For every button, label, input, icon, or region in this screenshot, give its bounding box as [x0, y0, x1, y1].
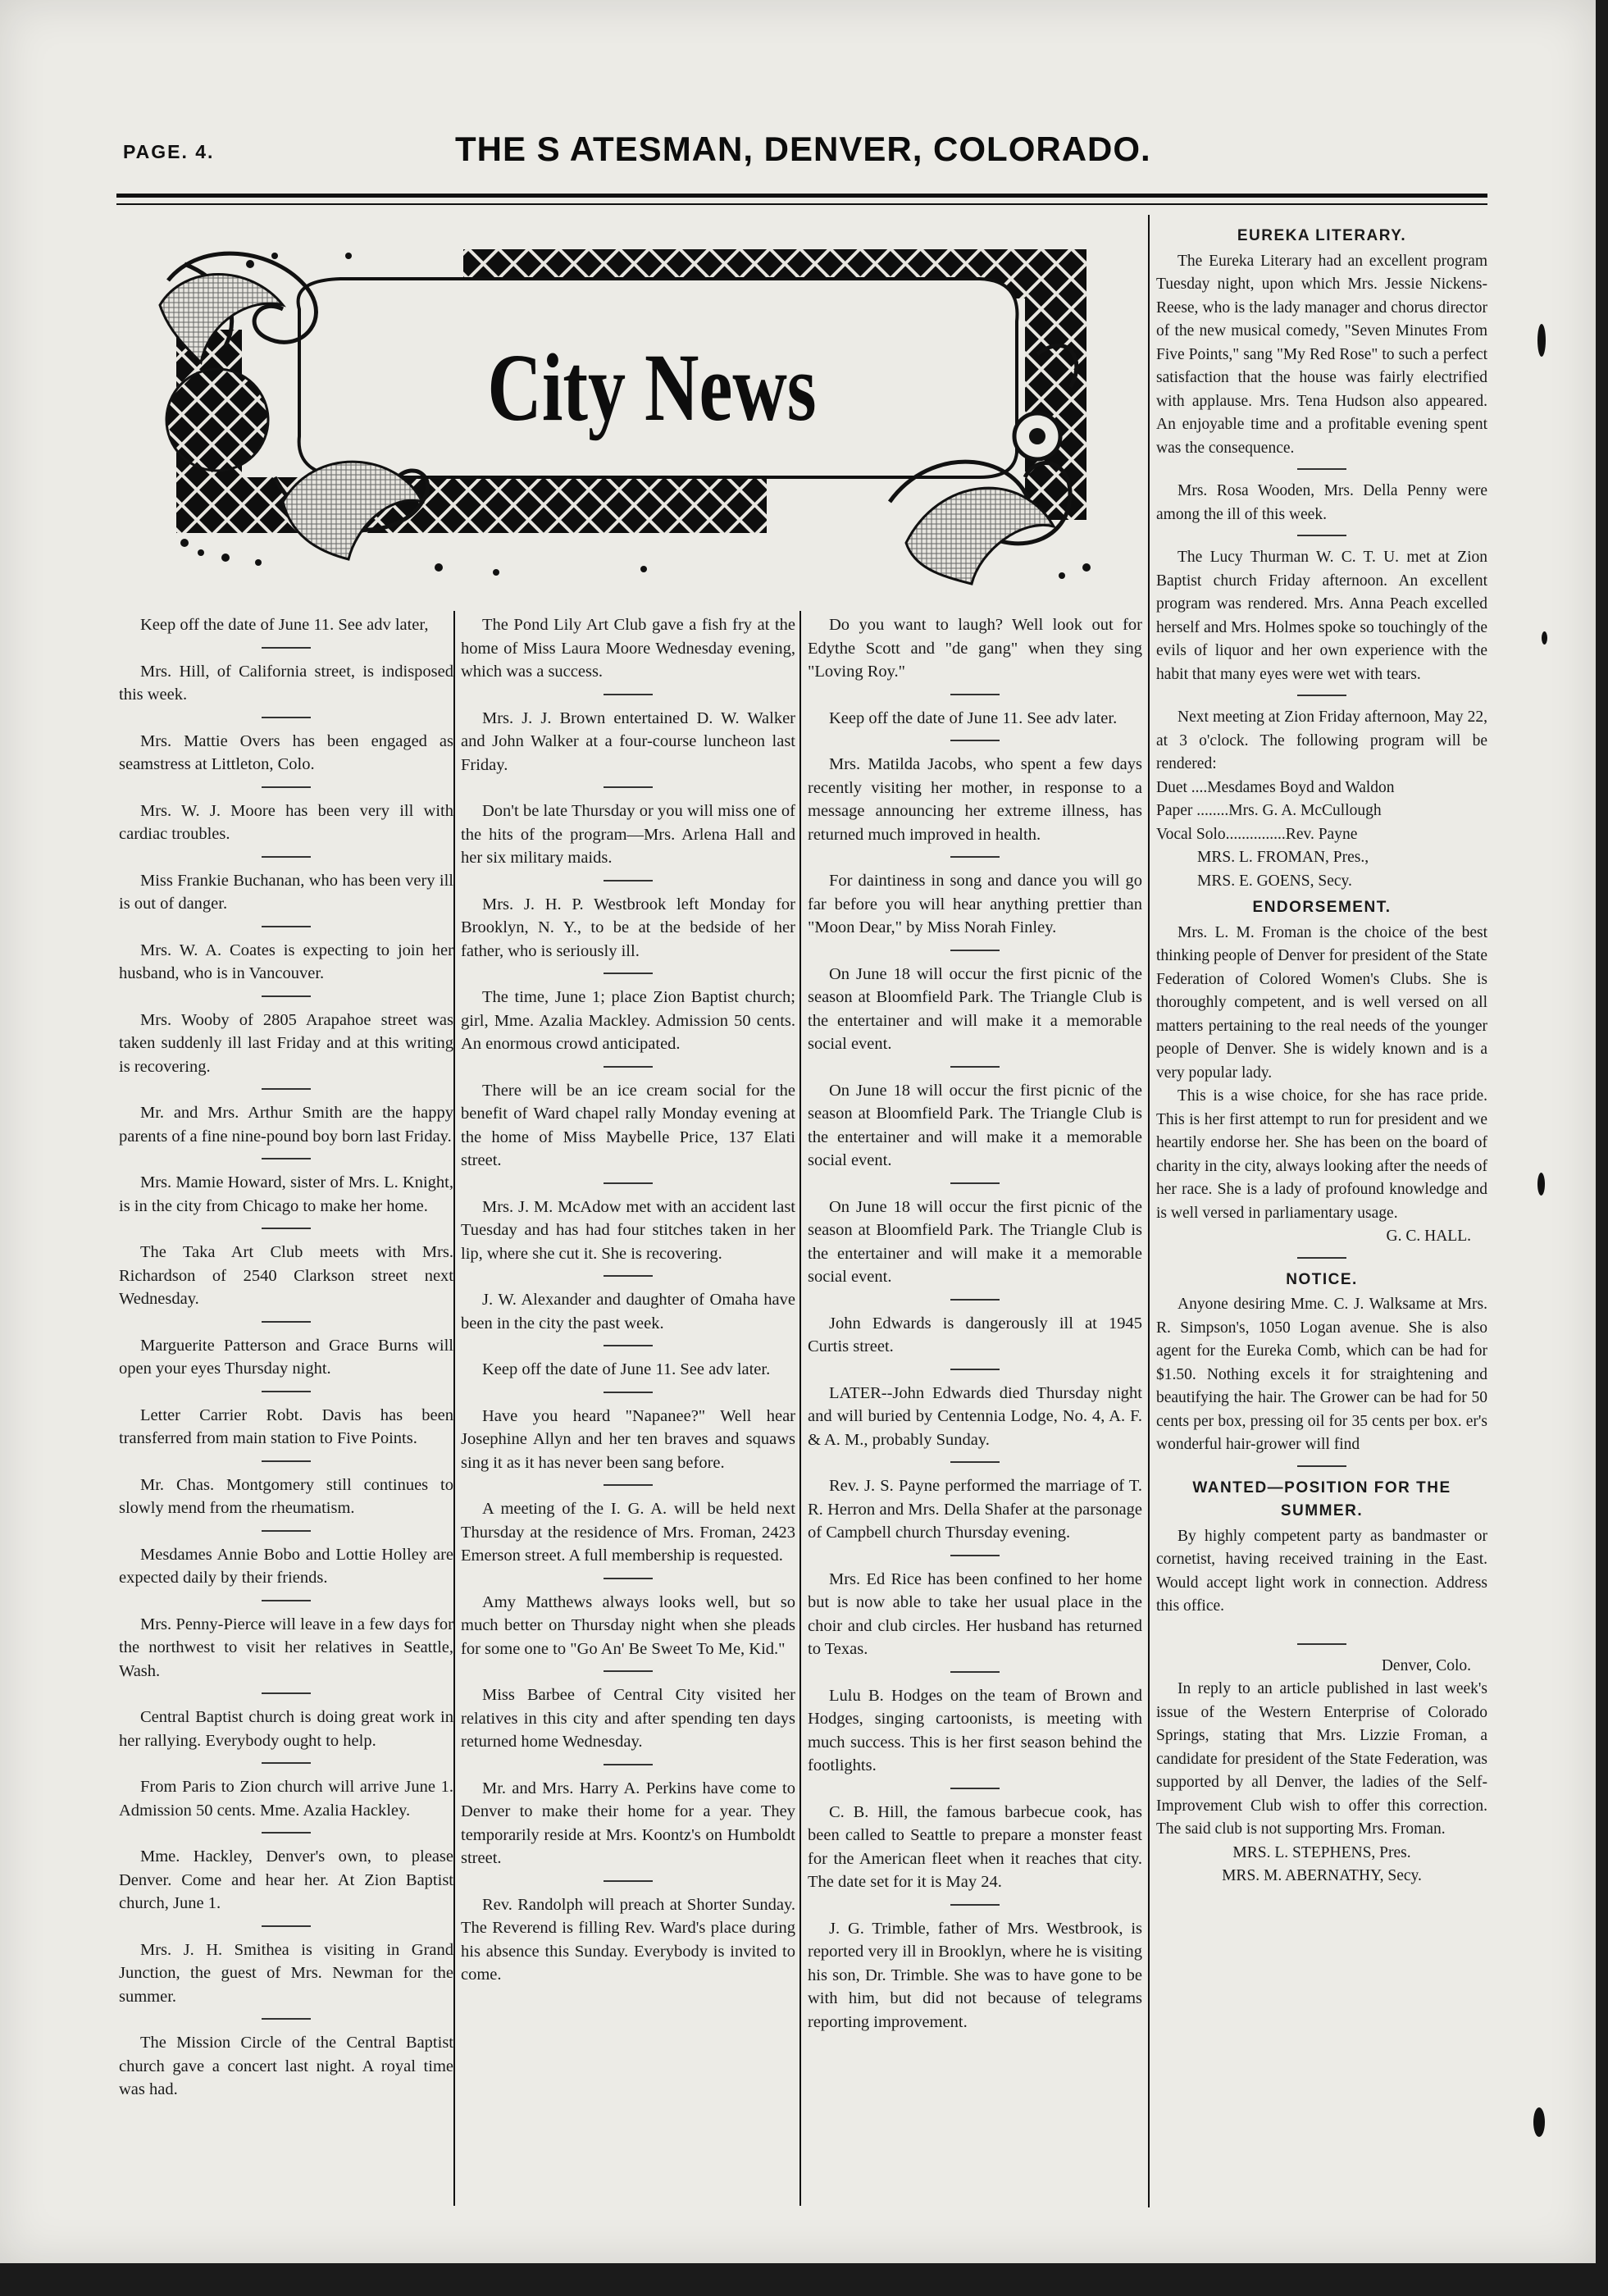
ink-speck [1537, 1173, 1545, 1196]
separator [604, 1275, 653, 1277]
separator [262, 995, 311, 997]
separator [262, 786, 311, 788]
separator [950, 1369, 1000, 1370]
news-item: Keep off the date of June 11. See adv later. [482, 1360, 771, 1378]
news-item: On June 18 will occur the first picnic of the season at Bloomfield Park. The Triangle Club is the entertainer and will make it a memorable social event. [808, 1197, 1142, 1286]
separator [604, 1764, 653, 1765]
separator [604, 1066, 653, 1068]
news-item: The Mission Circle of the Central Baptist church gave a concert last night. A royal time was had. [119, 2034, 453, 2098]
news-item: Mesdames Annie Bobo and Lottie Holley are expected daily by their friends. [119, 1545, 453, 1587]
news-item: Mrs. Ed Rice has been confined to her home but is now able to take her usual place in the choir and club circles. Her husband has returned to Texas. [808, 1569, 1142, 1658]
separator [604, 973, 653, 974]
city-news-banner [152, 231, 1095, 592]
separator [604, 1484, 653, 1486]
separator [262, 717, 311, 718]
news-item: Lulu B. Hodges on the team of Brown and Hodges, singing cartoonists, is meeting with much success. This is her first season behind the footlights. [808, 1686, 1142, 1774]
news-item: For daintiness in song and dance you will go far before you will hear anything prettier than "Moon Dear," by Miss Norah Finley. [808, 872, 1142, 936]
banner-lattice-ball [166, 369, 268, 471]
separator [950, 856, 1000, 858]
column-2 [461, 613, 795, 1987]
banner-frame-right [1025, 249, 1086, 520]
separator [604, 1578, 653, 1579]
separator [262, 1925, 311, 1927]
column-rule-2 [799, 611, 801, 2206]
news-item: Have you heard "Napanee?" Well hear Josephine Allyn and her ten braves and squaws sing it as it has never been sang before. [461, 1406, 795, 1472]
separator [950, 1555, 1000, 1556]
news-item: John Edwards is dangerously ill at 1945 Curtis street. [808, 1314, 1142, 1355]
news-item: Marguerite Patterson and Grace Burns will open your eyes Thursday night. [119, 1336, 453, 1378]
signature: MRS. L. STEPHENS, Pres. [1232, 1843, 1411, 1861]
news-item: There will be an ice cream social for the benefit of Ward chapel rally Monday evening at the home of Miss Maybelle Price, 137 Elati street. [461, 1081, 795, 1169]
separator [950, 1299, 1000, 1301]
masthead-title: THE S ATESMAN, DENVER, COLORADO. [455, 130, 1151, 168]
news-item: Letter Carrier Robt. Davis has been transferred from main station to Five Points. [119, 1405, 453, 1447]
program-line: Vocal Solo...............Rev. Payne [1156, 825, 1358, 843]
eureka-heading: EUREKA LITERARY. [1237, 227, 1407, 244]
separator [262, 926, 311, 927]
separator [604, 1392, 653, 1393]
masthead-rule-thin [116, 203, 1487, 205]
news-item: Mrs. Penny-Pierce will leave in a few days for the northwest to visit her relatives in Seattle, Wash. [119, 1615, 453, 1680]
news-item: Do you want to laugh? Well look out for Edythe Scott and "de gang" when they sing "Loving Roy." [808, 616, 1142, 681]
news-item: The Taka Art Club meets with Mrs. Richardson of 2540 Clarkson street next Wednesday. [119, 1243, 453, 1308]
news-item: Keep off the date of June 11. See adv later. [829, 708, 1118, 727]
news-item: C. B. Hill, the famous barbecue cook, has been called to Seattle to prepare a monster feast for the American fleet when it reaches that city. The date set for it is May 24. [808, 1802, 1142, 1891]
reply-article: In reply to an article published in last week's issue of the Western Enterprise of Colorado Springs, stating that Mrs. Lizzie Froman, a candidate for president of the State Federation, was supported by all Denver, the ladies of the Self-Improvement Club wish to offer this correction. The said club is not supporting Mrs. Froman. [1156, 1680, 1487, 1838]
signature: MRS. E. GOENS, Secy. [1197, 872, 1352, 890]
separator [1297, 1643, 1346, 1645]
separator [950, 740, 1000, 741]
separator [604, 1345, 653, 1346]
separator [950, 1904, 1000, 1906]
news-item: Mr. and Mrs. Arthur Smith are the happy parents of a fine nine-pound boy born last Friday. [119, 1104, 453, 1146]
ink-speck [1542, 631, 1547, 645]
news-item: Mr. and Mrs. Harry A. Perkins have come to Denver to make their home for a year. They temporarily reside at Mrs. Koontz's on Humboldt street. [461, 1779, 795, 1867]
news-item: Mrs. Wooby of 2805 Arapahoe street was taken suddenly ill last Friday and at this writing is recovering. [119, 1010, 453, 1076]
separator [1297, 535, 1346, 536]
separator [604, 694, 653, 695]
separator [1297, 1257, 1346, 1259]
separator [950, 950, 1000, 951]
news-item: Mrs. Matilda Jacobs, who spent a few days recently visiting her mother, in response to a message announcing her extreme illness, has returned much improved in health. [808, 755, 1142, 844]
separator [262, 1832, 311, 1834]
banner-title: City News [487, 334, 817, 441]
separator [604, 880, 653, 882]
separator [604, 1182, 653, 1184]
ink-speck [1537, 324, 1546, 357]
separator [262, 1530, 311, 1532]
separator [950, 694, 1000, 695]
wctu-article: The Lucy Thurman W. C. T. U. met at Zion Baptist church Friday afternoon. An excellent program was rendered. Mrs. Anna Peach excelled herself and Mrs. Holmes spoke so touchingly of the evils of liquor and her own experience with the habit that many eyes were wet with tears. [1156, 549, 1487, 683]
column-4 [1156, 221, 1487, 1888]
separator [950, 1182, 1000, 1184]
separator [950, 1461, 1000, 1463]
news-item: A meeting of the I. G. A. will be held next Thursday at the residence of Mrs. Froman, 2423 Emerson street. A full membership is requested. [461, 1500, 795, 1565]
ink-speck [1533, 2107, 1545, 2137]
news-item: Mrs. J. H. P. Westbrook left Monday for Brooklyn, N. Y., to be at the bedside of her father, who is seriously ill. [461, 895, 795, 960]
separator [604, 1880, 653, 1882]
news-item: J. G. Trimble, father of Mrs. Westbrook, is reported very ill in Brooklyn, where he is visiting his son, Dr. Trimble. She was to have gone to be with him, but did not because of telegrams reporting improvement. [808, 1919, 1142, 2031]
separator [950, 1788, 1000, 1789]
news-item: From Paris to Zion church will arrive June 1. Admission 50 cents. Mme. Azalia Hackley. [119, 1778, 453, 1820]
separator [262, 856, 311, 858]
program-line: Paper ........Mrs. G. A. McCullough [1156, 802, 1382, 819]
banner-leaf-right [906, 488, 1054, 584]
separator [262, 1391, 311, 1392]
notice-article: Anyone desiring Mme. C. J. Walksame at Mrs. R. Simpson's, 1050 Logan avenue. She is also agent for the Eureka Comb, which can be had for $1.50. Nothing excels it for straightening and beautifying the hair. The Grower can be had for 50 cents per box, pressing oil for 35 cents per box. er's wonderful hair-grower will find [1156, 1296, 1487, 1453]
eureka-article: The Eureka Literary had an excellent program Tuesday night, upon which Mrs. Jessie Nickens-Reese, who is the lady manager and chorus director of the new musical comedy, "Seven Minutes From Five Points," sang "My Red Rose" to such a perfect satisfaction that the house was fairly electrified with applause. Mrs. Tena Hudson also appeared. An enjoyable time and a profitable evening spent was the consequence. [1156, 252, 1487, 457]
separator [262, 1762, 311, 1764]
news-item: LATER--John Edwards died Thursday night and will buried by Centennia Lodge, No. 4, A. F. & A. M., probably Sunday. [808, 1383, 1142, 1449]
separator [1297, 695, 1346, 696]
separator [262, 1228, 311, 1229]
news-item: On June 18 will occur the first picnic of the season at Bloomfield Park. The Triangle Club is the entertainer and will make it a memorable social event. [808, 1081, 1142, 1169]
separator [1297, 1465, 1346, 1467]
separator [262, 2018, 311, 2020]
endorsement-heading: ENDORSEMENT. [1252, 899, 1392, 916]
masthead-rule-thick [116, 194, 1487, 198]
news-item: Mrs. J. M. McAdow met with an accident last Tuesday and has had four stitches taken in her lip, where she cut it. She is recovering. [461, 1197, 795, 1263]
dateline: Denver, Colo. [1381, 1656, 1471, 1674]
separator [604, 786, 653, 788]
separator [262, 1460, 311, 1462]
news-item: Miss Frankie Buchanan, who has been very ill is out of danger. [119, 871, 453, 913]
news-item: Mr. Chas. Montgomery still continues to slowly mend from the rheumatism. [119, 1475, 453, 1517]
separator [262, 647, 311, 649]
news-item: Keep off the date of June 11. See adv later, [140, 616, 429, 634]
news-item: Mrs. W. J. Moore has been very ill with cardiac troubles. [119, 801, 453, 843]
separator [950, 1066, 1000, 1068]
separator [262, 1692, 311, 1694]
news-item: Mrs. J. J. Brown entertained D. W. Walker and John Walker at a four-course luncheon last Friday. [461, 708, 795, 774]
column-1 [119, 613, 453, 2102]
separator [262, 1088, 311, 1090]
banner-frame-bottom [176, 477, 767, 533]
wanted-article: By highly competent party as bandmaster or cornetist, having received training in the East. Would accept light work in connection. Address this office. [1156, 1527, 1487, 1615]
separator [262, 1158, 311, 1159]
news-item: Mrs. J. H. Smithea is visiting in Grand Junction, the guest of Mrs. Newman for the summer. [119, 1940, 453, 2006]
news-item: Mrs. W. A. Coates is expecting to join her husband, who is in Vancouver. [119, 941, 453, 982]
news-item: On June 18 will occur the first picnic of the season at Bloomfield Park. The Triangle Club is the entertainer and will make it a memorable social event. [808, 964, 1142, 1053]
news-item: Mrs. Hill, of California street, is indisposed this week. [119, 662, 453, 704]
news-item: Amy Matthews always looks well, but so much better on Thursday night when she pleads for some one to "Go An' Be Sweet To Me, Kid." [461, 1592, 795, 1658]
separator [262, 1600, 311, 1601]
news-item: Central Baptist church is doing great work in her rallying. Everybody ought to help. [119, 1708, 453, 1750]
news-item: Mrs. Mamie Howard, sister of Mrs. L. Knight, is in the city from Chicago to make her home. [119, 1173, 453, 1215]
news-item: Mme. Hackley, Denver's own, to please Denver. Come and hear her. At Zion Baptist church, June 1. [119, 1847, 453, 1912]
banner-rosette-center [1029, 428, 1045, 444]
separator [1297, 468, 1346, 470]
wanted-heading: WANTED—POSITION FOR THE SUMMER. [1192, 1478, 1451, 1519]
next-meeting: Next meeting at Zion Friday afternoon, May 22, at 3 o'clock. The following program will be rendered: [1156, 708, 1487, 772]
notice-heading: NOTICE. [1286, 1270, 1358, 1288]
signature: MRS. L. FROMAN, Pres., [1197, 849, 1369, 866]
column-rule-3 [1148, 215, 1150, 2207]
signature: MRS. M. ABERNATHY, Secy. [1222, 1867, 1422, 1884]
news-item: J. W. Alexander and daughter of Omaha have been in the city the past week. [461, 1291, 795, 1332]
news-item: Rev. J. S. Payne performed the marriage of T. R. Herron and Mrs. Della Shafer at the parsonage of Campbell church Thursday evening. [808, 1477, 1142, 1542]
separator [950, 1671, 1000, 1673]
column-rule-1 [453, 611, 455, 2206]
program-line: Duet ....Mesdames Boyd and Waldon [1156, 778, 1395, 796]
news-item: Miss Barbee of Central City visited her relatives in this city and after spending ten days returned home Wednesday. [461, 1686, 795, 1751]
news-item: Don't be late Thursday or you will miss one of the hits of the program—Mrs. Arlena Hall and her six military maids. [461, 802, 795, 867]
page-number: PAGE. 4. [123, 141, 215, 162]
news-item: Rev. Randolph will preach at Shorter Sunday. The Reverend is filling Rev. Ward's place during his absence this Sunday. Everybody is invited to come. [461, 1895, 795, 1984]
endorsement-article: Mrs. L. M. Froman is the choice of the best thinking people of Denver for president of the State Federation of Colored Women's Clubs. She is thoroughly competent, and is well versed on all matters pertaining to the real needs of the younger people of Denver. She is widely known and is a very popular lady. [1156, 923, 1487, 1082]
news-item: The Pond Lily Art Club gave a fish fry at the home of Miss Laura Moore Wednesday evening, which was a success. [461, 616, 795, 681]
news-item: Mrs. Mattie Overs has been engaged as seamstress at Littleton, Colo. [119, 731, 453, 773]
signature: G. C. HALL. [1386, 1228, 1471, 1245]
separator [262, 1321, 311, 1323]
endorsement-article: This is a wise choice, for she has race pride. This is her first attempt to run for president and we heartily endorse her. She has been on the board of charity in the city, always looking after the needs of her race. She is a lady of profound knowledge and is well versed in parliamentary usage. [1156, 1087, 1487, 1222]
wooden-item: Mrs. Rosa Wooden, Mrs. Della Penny were among the ill of this week. [1156, 482, 1487, 523]
separator [604, 1670, 653, 1672]
news-item: The time, June 1; place Zion Baptist church; girl, Mme. Azalia Mackley. Admission 50 cents. An enormous crowd anticipated. [461, 988, 795, 1053]
column-3 [808, 613, 1142, 2034]
